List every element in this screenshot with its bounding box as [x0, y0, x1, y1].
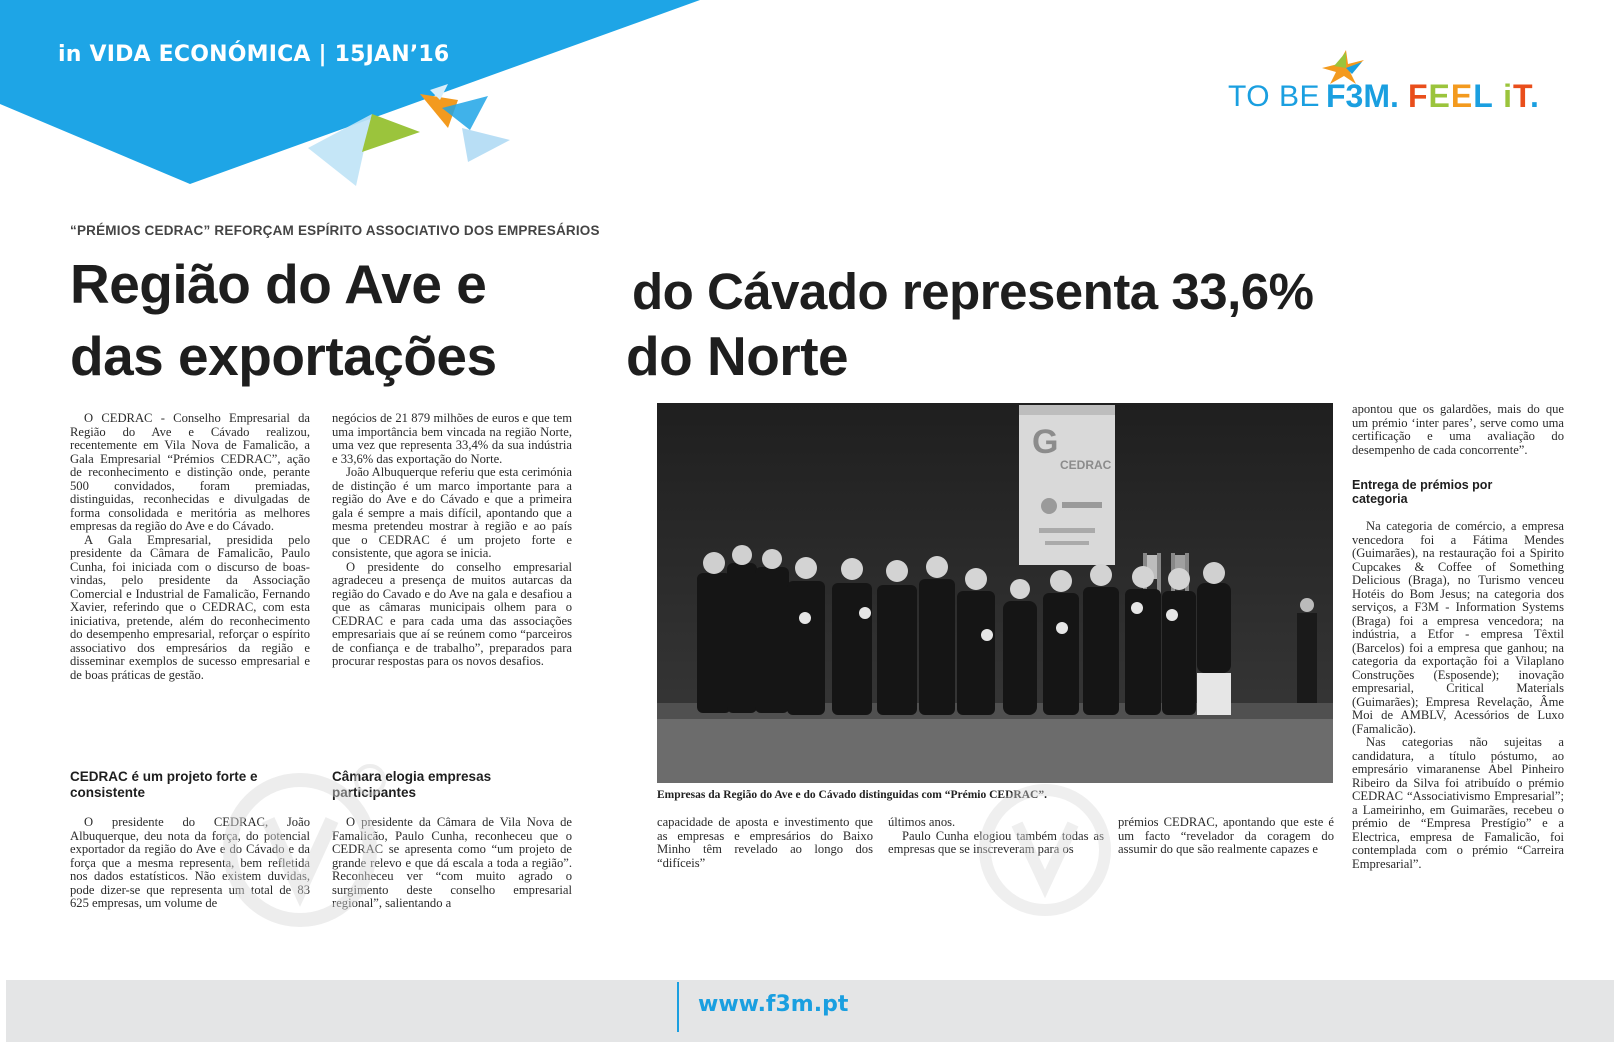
col4-paragraph-1: últimos anos. [888, 815, 956, 829]
watermark-v-right [975, 760, 1115, 930]
col3-paragraph: capacidade de aposta e investimento que as empresas e empresários do Baixo Minho têm revelado ao longo dos “difíceis” [657, 815, 873, 870]
article-kicker: “PRÉMIOS CEDRAC” REFORÇAM ESPÍRITO ASSOCIATIVO DOS EMPRESÁRIOS [70, 223, 600, 238]
brand-tobe: TO BE [1228, 80, 1320, 113]
article-column-2 [332, 412, 572, 669]
col2-subhead: Câmara elogia empresas participantes [332, 769, 492, 800]
col1-paragraph-2: A Gala Empresarial, presidida pelo presidente da Câmara de Famalicão, Paulo Cunha, foi iniciada com o discurso de boas-vindas, pelo presidente da Associação Comercial e Industrial de Famalicão, Fernando Xavier, referindo que o CEDRAC, com esta iniciativa, pretende, além do reconhecimento do desempenho empresarial, reforçar o espírito associativo dos empresários da região e disseminar exemplos de sucesso empresarial e de boas práticas de gestão. [70, 532, 310, 682]
screen-brand-text: CEDRAC [1060, 458, 1112, 472]
col5-paragraph: prémios CEDRAC, apontando que este é um facto “revelador da coragem do assumir do que são realmente capazes e [1118, 815, 1334, 856]
headline-line1b: do Cávado representa 33,6% [632, 263, 1314, 320]
article-column-5 [1118, 816, 1334, 857]
watermark-v-left [220, 740, 390, 940]
header-banner [0, 0, 720, 200]
col1-paragraph-1: O CEDRAC - Conselho Empresarial da Região do Ave e Cávado realizou, recentemente em Vila Nova de Famalicão, a Gala Empresarial “Prémios CEDRAC”, ação de reconhecimento e distinção onde, perante 500 convidados, foram premiadas, distinguidas, reconhecidas e divulgadas de forma consolidada e meritória as melhores empresas da região do Ave e do Cávado. [70, 411, 310, 533]
article-column-6-cont [1352, 520, 1564, 871]
brand-f3m: F3M. [1326, 78, 1399, 114]
source-label: in VIDA ECONÓMICA | 15JAN’16 [58, 42, 450, 67]
article-column-3 [657, 816, 873, 870]
headline-line2a: das exportações [70, 325, 497, 387]
col6-paragraph-3: Nas categorias não sujeitas a candidatura, a título póstumo, ao empresário vimaranense Abel Pinheiro Ribeiro da Silva foi atribuído o prémio CEDRAC “Associativismo Empresarial”; a Lameirinho, em Guimarães, recebeu o prémio de “Empresa Prestígio” e a Electrica, empresa de Famalicão, foi contemplada com o prémio “Carreira Empresarial”. [1352, 735, 1564, 871]
headline-line1a: Região do Ave e [70, 253, 487, 315]
col2-paragraph-3: O presidente do conselho empresarial agradeceu a presença de muitos autarcas da região do Cavado e do Ave na gala e desafiou a que as câmaras municipais olhem para o CEDRAC e para cada uma das associações empresariais que aí se reúnem como “parceiros de confiança e de trabalho”, preparados para procurar respostas para os novos desafios. [332, 559, 572, 668]
col1-subhead: CEDRAC é um projeto forte e consistente [70, 769, 258, 800]
col2-paragraph-1: negócios de 21 879 milhões de euros e que tem uma importância bem vincada na região Norte, uma vez que representa 33,4% da sua indústria e 33,6% das exportação do Norte. [332, 411, 572, 466]
col1-paragraph-3: O presidente do CEDRAC, João Albuquerque, deu nota da força, do potencial exportador da região do Ave e do Cávado e da força que a mesma representa, bem refletida nos dados estatísticos. Não existem duvidas, pode dizer-se que representa um total de 83 625 empresas, um volume de [70, 815, 310, 910]
article-column-6 [1352, 403, 1564, 457]
footer-divider [677, 982, 679, 1032]
col2-paragraph-2: João Albuquerque referiu que esta cerimónia de distinção é um marco importante para a região do Ave e do Cávado e que a primeira gala é sempre a mais difícil, apontando que a mesma pretendeu mostrar à região e ao país que o CEDRAC é um projeto forte e consistente, que agora se inicia. [332, 465, 572, 560]
website-link[interactable]: www.f3m.pt [698, 992, 849, 1017]
photo-caption: Empresas da Região do Ave e do Cávado distinguidas com “Prémio CEDRAC”. [657, 789, 1047, 801]
col6-paragraph-2: Na categoria de comércio, a empresa vencedora foi a Fátima Mendes (Guimarães), na restauração foi a Spirito Cupcakes & Coffee of Something Delicious (Braga), no Turismo venceu Hotéis do Bom Jesus; na categoria dos serviços, a F3M - Information Systems (Braga) foi a empresa vencedora; na indústria, a Etfor - empresa Têxtil (Barcelos) foi a empresa que ganhou; na categoria da exportação foi a Vilaplano Construções (Esposende); inovação empresarial, Critical Materials (Guimarães); Empresa Revelação, Âme Moi de AMBLV, Acessórios de Luxo (Famalicão). [1352, 519, 1564, 736]
event-photo [657, 403, 1333, 783]
col2-paragraph-4: O presidente da Câmara de Vila Nova de Famalicão, Paulo Cunha, reconheceu que o CEDRAC se apresenta como “um projeto de grande relevo e que dá escala a toda a região”. Reconheceu ver “com muito agrado o surgimento deste conselho empresarial regional”, salientando a [332, 815, 572, 910]
svg-text:G: G [1032, 423, 1059, 461]
article-column-1 [70, 412, 310, 682]
col6-paragraph-1: apontou que os galardões, mais do que um prémio ‘inter pares’, serve como uma certificação e uma avaliação do desempenho de cada concorrente”. [1352, 402, 1564, 457]
headline-line2b: do Norte [626, 325, 849, 387]
col4-paragraph-2: Paulo Cunha elogiou também todas as empresas que se inscreveram para os [888, 828, 1104, 856]
col6-subhead: Entrega de prémios por categoria [1352, 478, 1493, 506]
brand-feel: FEEL iT. [1408, 78, 1540, 114]
